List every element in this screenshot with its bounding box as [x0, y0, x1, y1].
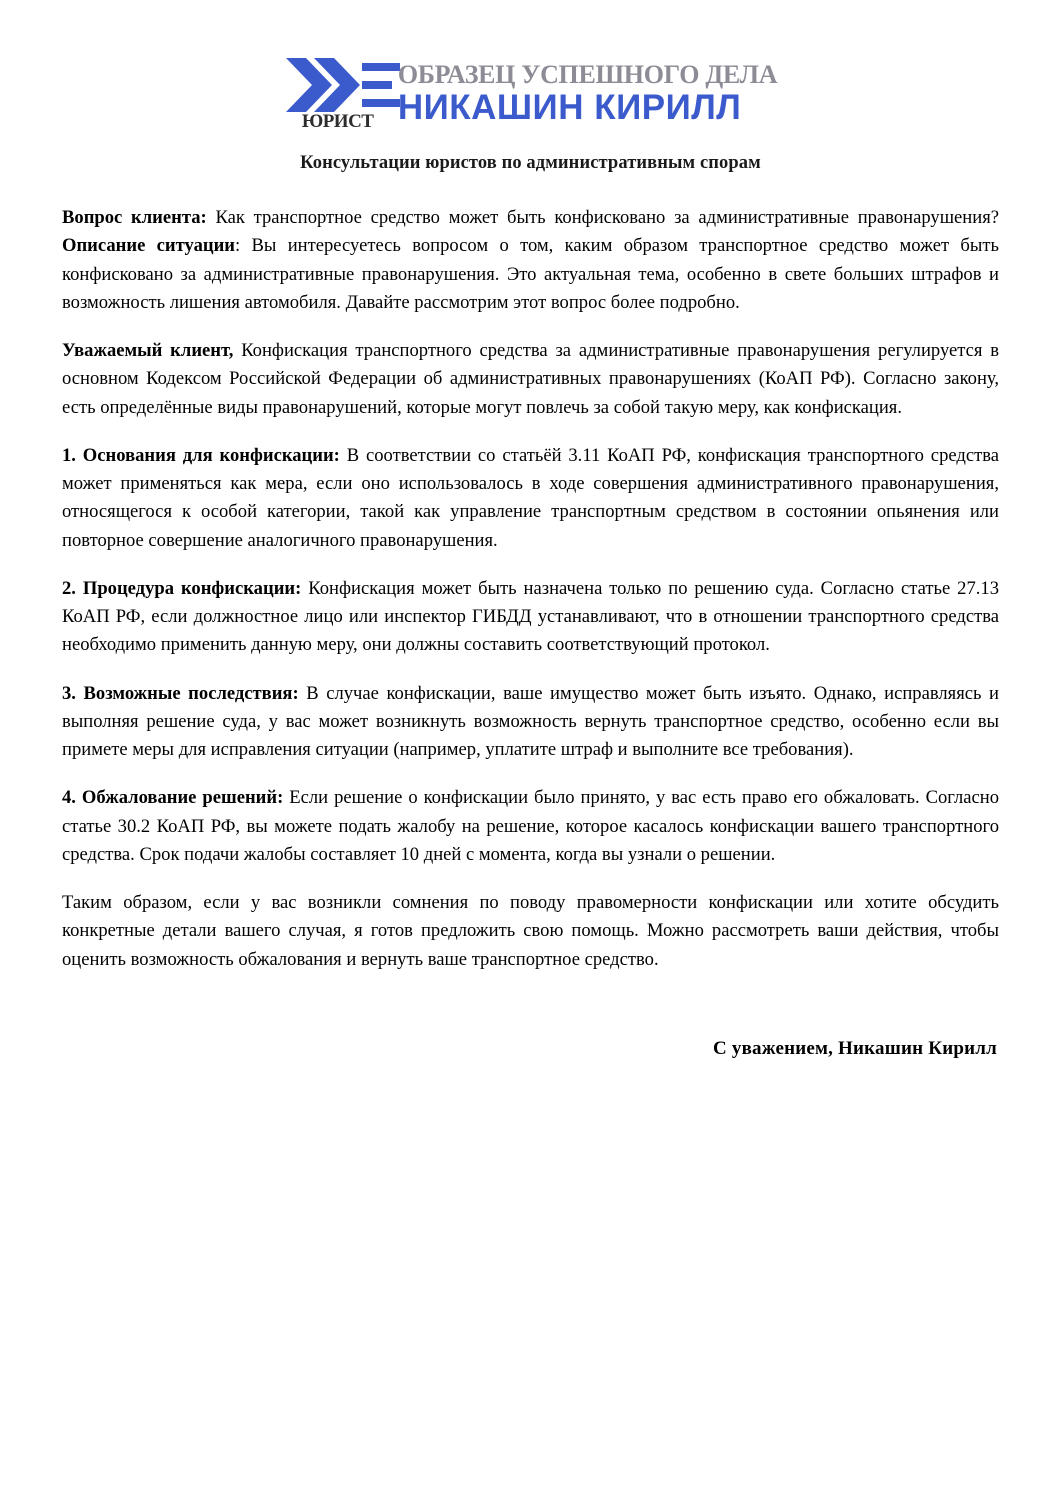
paragraph-text: Таким образом, если у вас возникли сомнения по поводу правомерности конфискации или хотите обсудить конкретные детали вашего случая, я готов предложить свою помощь. Можно рассмотреть ваши действия, чтобы оценить возможность обжалования и вернуть ваше транспортное средство. [62, 892, 999, 970]
paragraph-lead: 4. Обжалование решений: [62, 787, 284, 809]
paragraph-lead: Вопрос клиента: [62, 207, 207, 228]
paragraph-text: В соответствии со статьёй 3.11 КоАП РФ, конфискация транспортного средства может применяться как мера, если оно использовалось в ходе совершения административного правонарушения, относящегося к особой категории, такой как управление транспортным средством в состоянии опьянения или повторное совершение аналогичного правонарушения. [62, 444, 999, 551]
paragraph-client-question [62, 204, 999, 317]
logo-mark-wrap [284, 56, 402, 131]
paragraph-lead: 1. Основания для конфискации: [62, 444, 340, 466]
paragraph-text: Конфискация может быть назначена только по решению суда. Согласно статье 27.13 КоАП РФ, если должностное лицо или инспектор ГИБДД устанавливают, что в отношении транспортного средства необходимо применить данную меру, они должны составить соответствующий протокол. [62, 577, 999, 656]
paragraph-text: В случае конфискации, ваше имущество может быть изъято. Однако, исправляясь и выполняя решение суда, у вас может возникнуть возможность вернуть транспортное средство, особенно если вы примете меры для исправления ситуации (например, уплатите штраф и выполните все требования). [62, 682, 999, 760]
paragraph-lead: Уважаемый клиент, [62, 340, 234, 361]
paragraph-item-3-consequences [62, 680, 999, 765]
document-body [62, 204, 999, 974]
paragraph-lead: 3. Возможные последствия: [62, 682, 299, 704]
paragraph-text: Если решение о конфискации было принято, у вас есть право его обжаловать. Согласно статье 30.2 КоАП РФ, вы можете подать жалобу на решение, которое касалось конфискации вашего транспортного средства. Срок подачи жалобы составляет 10 дней с момента, когда вы узнали о решении. [62, 787, 999, 865]
paragraph-greeting [62, 337, 999, 422]
paragraph-text: Конфискация транспортного средства за административные правонарушения регулируется в основном Кодексом Российской Федерации об административных правонарушениях (КоАП РФ). Согласно закону, есть определённые виды правонарушений, которые могут повлечь за собой такую меру, как конфискация. [62, 340, 999, 418]
logo-block [284, 56, 777, 131]
double-chevron-logo-icon [284, 56, 402, 114]
paragraph-item-1-grounds [62, 442, 999, 555]
logo-lawyer-name: НИКАШИН КИРИЛЛ [397, 87, 742, 127]
paragraph-item-2-procedure [62, 575, 999, 660]
paragraph-text: Как транспортное средство может быть конфисковано за административные правонарушения? [206, 207, 999, 228]
logo-tagline: ОБРАЗЕЦ УСПЕШНОГО ДЕЛА [397, 60, 778, 89]
paragraph-item-4-appeal [62, 784, 999, 869]
signature-line: С уважением, Никашин Кирилл [713, 1037, 997, 1059]
paragraph-lead-2: Описание ситуации [62, 235, 236, 257]
paragraph-closing [62, 889, 999, 974]
logo-badge-label: ЮРИСТ [301, 111, 374, 132]
paragraph-text-2: : Вы интересуетесь вопросом о том, каким образом транспортное средство может быть конфисковано за административные правонарушения. Это актуальная тема, особенно в свете больших штрафов и возможность лишения автомобиля. Давайте рассмотрим этот вопрос более подробно. [62, 235, 999, 313]
paragraph-lead: 2. Процедура конфискации: [62, 577, 302, 599]
page-title: Консультации юристов по административным спорам [300, 153, 761, 173]
letterhead [62, 0, 999, 131]
logo-text-wrap [398, 56, 777, 125]
